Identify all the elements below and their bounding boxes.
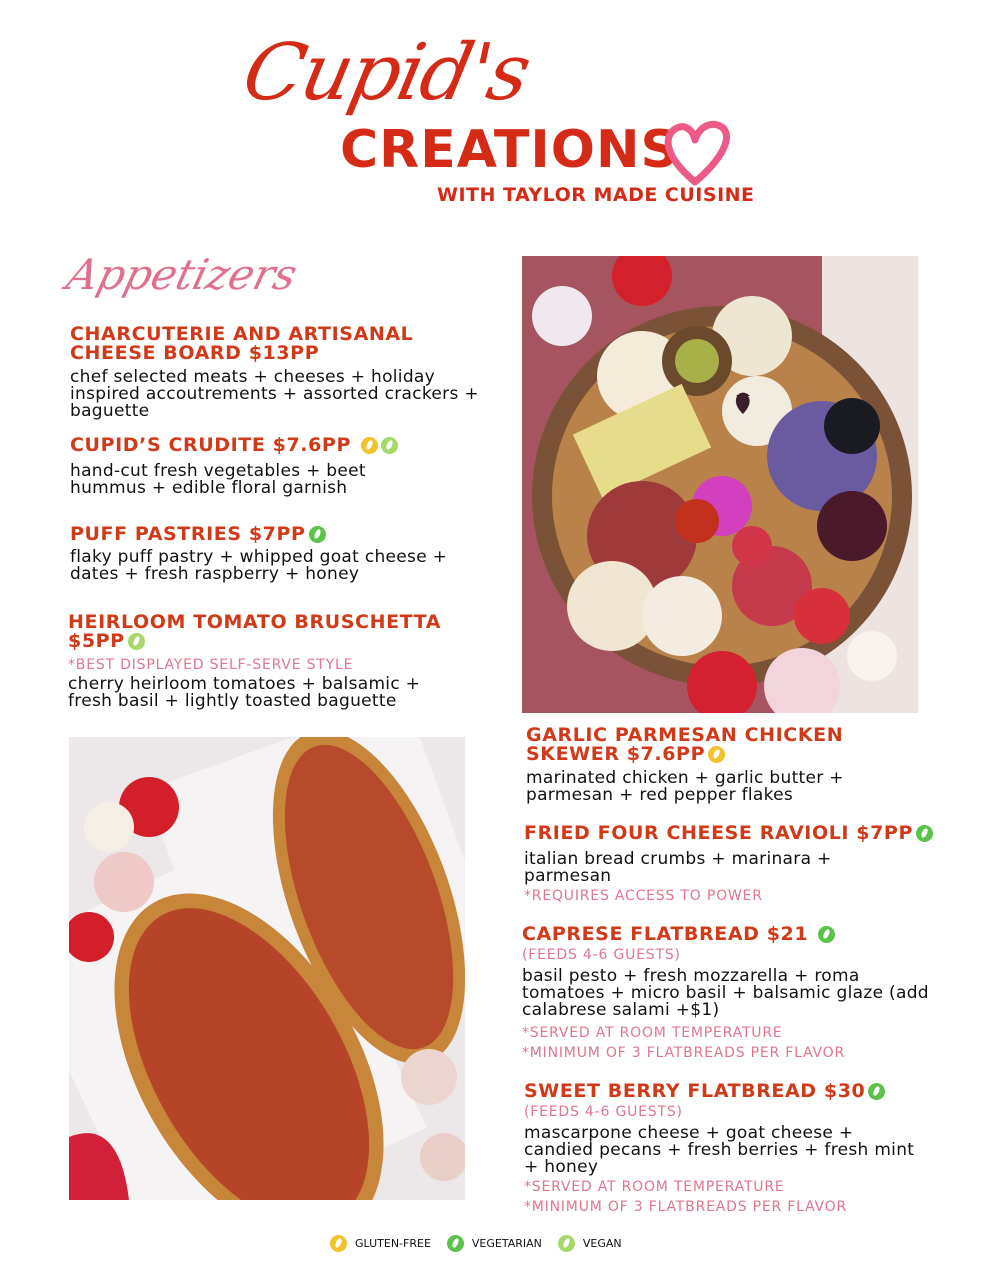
item-description: marinated chicken + garlic butter + parmesan + red pepper flakes: [526, 768, 844, 805]
menu-item: [526, 726, 936, 804]
item-description: italian bread crumbs + marinara + parmesan: [524, 849, 832, 886]
item-note: *SERVED AT ROOM TEMPERATURE: [524, 1179, 785, 1195]
item-description: basil pesto + fresh mozzarella + roma tomatoes + micro basil + balsamic glaze (add calabrese salami +$1): [522, 966, 929, 1020]
item-title: CUPID’S CRUDITE $7.6PP: [70, 434, 351, 456]
item-note: *MINIMUM OF 3 FLATBREADS PER FLAVOR: [522, 1045, 846, 1061]
item-description: chef selected meats + cheeses + holiday inspired accoutrements + assorted crackers + baguette: [70, 367, 479, 421]
menu-item: [524, 1082, 924, 1216]
vegetarian-icon: [916, 825, 933, 842]
item-title: FRIED FOUR CHEESE RAVIOLI $7PP: [524, 822, 913, 844]
gluten-free-icon: [708, 746, 725, 763]
item-note: *SERVED AT ROOM TEMPERATURE: [522, 1025, 783, 1041]
item-title: CAPRESE FLATBREAD $21: [522, 923, 809, 945]
vegetarian-icon: [868, 1083, 885, 1100]
flatbread-photo: [69, 737, 465, 1200]
legend-vegetarian: VEGETARIAN: [471, 1237, 542, 1250]
page-title: CREATIONS: [340, 120, 679, 180]
menu-item: [70, 436, 470, 497]
charcuterie-board-photo: [522, 256, 918, 713]
legend-gluten-free: GLUTEN-FREE: [355, 1237, 431, 1250]
item-title: GARLIC PARMESAN CHICKEN SKEWER $7.6PP: [526, 724, 844, 765]
item-note: *BEST DISPLAYED SELF-SERVE STYLE: [68, 657, 354, 673]
item-feeds: (FEEDS 4-6 GUESTS): [524, 1104, 683, 1120]
section-title: Appetizers: [61, 250, 302, 299]
legend-vegan: VEGAN: [582, 1237, 622, 1250]
gluten-free-icon: [330, 1235, 347, 1252]
item-description: hand-cut fresh vegetables + beet hummus + edible floral garnish: [70, 461, 366, 498]
item-note: *REQUIRES ACCESS TO POWER: [524, 888, 763, 904]
item-description: mascarpone cheese + goat cheese + candied pecans + fresh berries + fresh mint + honey: [524, 1123, 915, 1177]
item-title: HEIRLOOM TOMATO BRUSCHETTA $5PP: [68, 611, 442, 652]
vegan-icon: [558, 1235, 575, 1252]
dietary-legend: [330, 1235, 632, 1252]
menu-item: [524, 824, 964, 905]
subtitle: WITH TAYLOR MADE CUISINE: [437, 184, 755, 206]
item-feeds: (FEEDS 4-6 GUESTS): [522, 947, 681, 963]
item-note: *MINIMUM OF 3 FLATBREADS PER FLAVOR: [524, 1199, 848, 1215]
gluten-free-icon: [361, 437, 378, 454]
vegetarian-icon: [309, 526, 326, 543]
vegetarian-icon: [818, 926, 835, 943]
title-script: Cupid's: [235, 28, 537, 118]
menu-item: [70, 325, 480, 420]
item-description: cherry heirloom tomatoes + balsamic + fresh basil + lightly toasted baguette: [68, 674, 421, 711]
heart-icon: [655, 112, 735, 192]
vegetarian-icon: [447, 1235, 464, 1252]
menu-item: [70, 525, 480, 583]
vegan-icon: [128, 633, 145, 650]
item-description: flaky puff pastry + whipped goat cheese + dates + fresh raspberry + honey: [70, 547, 448, 584]
item-title: PUFF PASTRIES $7PP: [70, 523, 306, 545]
item-title: SWEET BERRY FLATBREAD $30: [524, 1080, 866, 1102]
menu-item: [522, 925, 942, 1062]
vegan-icon: [381, 437, 398, 454]
menu-item: [68, 613, 468, 710]
item-title: CHARCUTERIE AND ARTISANAL CHEESE BOARD $13PP: [70, 323, 414, 364]
